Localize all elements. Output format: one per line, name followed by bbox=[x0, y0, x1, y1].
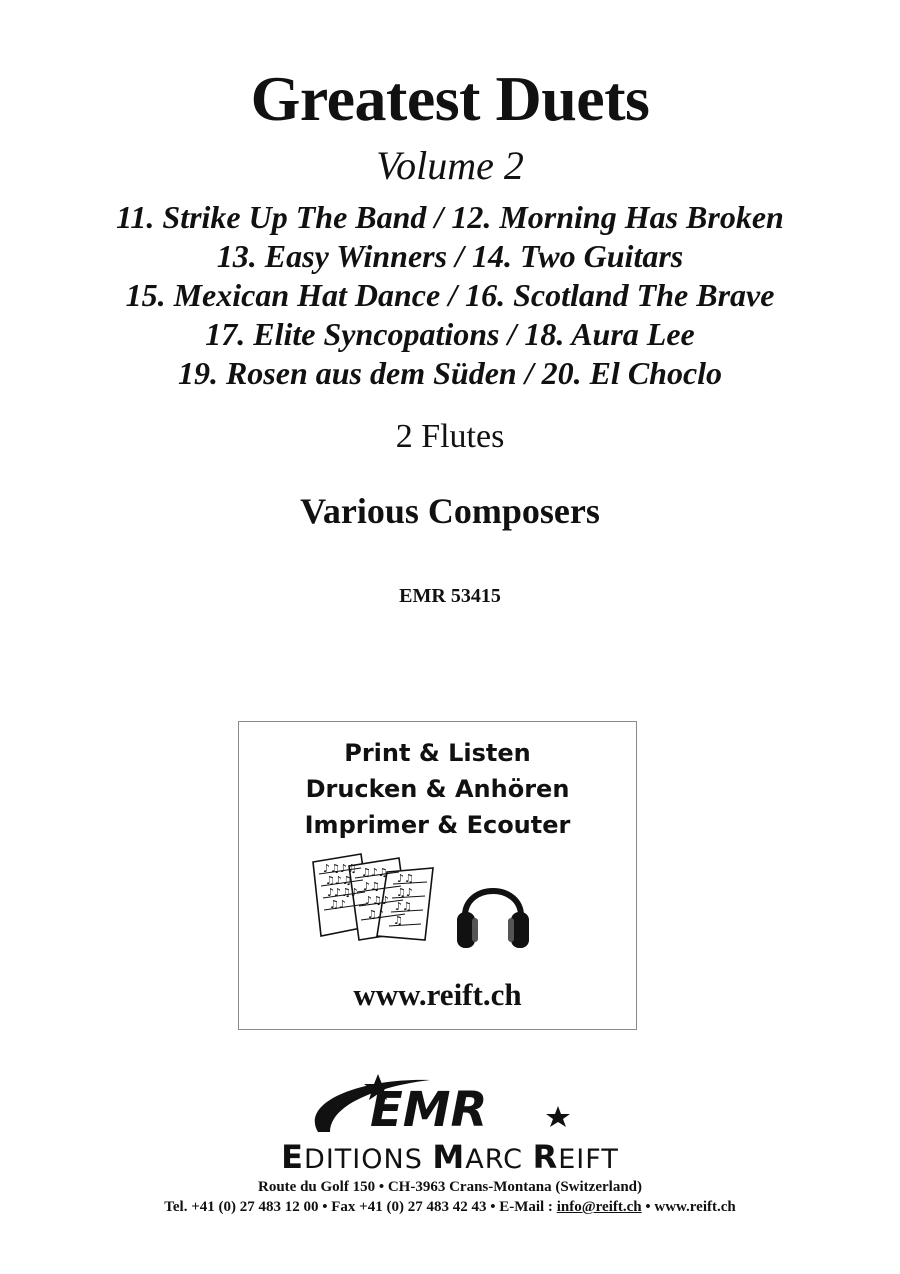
svg-text:♫♪: ♫♪ bbox=[396, 886, 413, 899]
cover-title: Greatest Duets bbox=[250, 63, 650, 134]
contact-website: • www.reift.ch bbox=[641, 1199, 736, 1215]
print-listen-box bbox=[238, 721, 637, 1030]
svg-text:♪♫♪: ♪♫♪ bbox=[365, 894, 389, 907]
catalog-number: EMR 53415 bbox=[399, 585, 501, 607]
promo-line-german: Drucken & Anhören bbox=[305, 775, 570, 803]
svg-text:♫♪♫: ♫♪♫ bbox=[361, 866, 388, 879]
emr-logo bbox=[300, 1072, 580, 1142]
volume-label: Volume 2 bbox=[376, 143, 524, 188]
svg-text:♫♪: ♫♪ bbox=[329, 898, 346, 911]
sheet-music-icon bbox=[309, 852, 441, 942]
svg-text:♪♫♪♫: ♪♫♪♫ bbox=[323, 862, 357, 875]
svg-text:♫♪♫: ♫♪♫ bbox=[325, 874, 352, 887]
promo-website: www.reift.ch bbox=[353, 977, 522, 1012]
instrumentation: 2 Flutes bbox=[395, 418, 505, 455]
svg-text:♪♫: ♪♫ bbox=[363, 880, 380, 893]
headphones-icon bbox=[455, 872, 531, 954]
publisher-address: Route du Golf 150 • CH-3963 Crans-Montana (Switzerland) bbox=[258, 1179, 642, 1195]
track-line: 15. Mexican Hat Dance / 16. Scotland The Brave bbox=[125, 277, 775, 313]
promo-line-french: Imprimer & Ecouter bbox=[304, 811, 571, 839]
svg-text:EMR: EMR bbox=[370, 1082, 488, 1138]
svg-text:♪♪♫♪: ♪♪♫♪ bbox=[327, 886, 358, 899]
promo-line-english: Print & Listen bbox=[344, 739, 531, 767]
track-line: 19. Rosen aus dem Süden / 20. El Choclo bbox=[177, 355, 723, 391]
contact-phone-fax: Tel. +41 (0) 27 483 12 00 • Fax +41 (0) 27 483 42 43 • E-Mail : bbox=[164, 1199, 557, 1215]
track-line: 13. Easy Winners / 14. Two Guitars bbox=[216, 238, 684, 274]
svg-text:♫: ♫ bbox=[393, 914, 403, 927]
email-link[interactable]: info@reift.ch bbox=[556, 1199, 642, 1215]
track-list bbox=[0, 198, 900, 393]
publisher-contact bbox=[0, 1199, 900, 1216]
svg-text:♪♫: ♪♫ bbox=[397, 872, 414, 885]
composer-credit: Various Composers bbox=[300, 491, 600, 531]
svg-text:♫♪: ♫♪ bbox=[367, 908, 384, 921]
svg-text:♪♫: ♪♫ bbox=[395, 900, 412, 913]
publisher-name: EDITIONS MARC REIFT bbox=[281, 1138, 619, 1176]
track-line: 11. Strike Up The Band / 12. Morning Has Broken bbox=[116, 199, 784, 235]
track-line: 17. Elite Syncopations / 18. Aura Lee bbox=[205, 316, 695, 352]
